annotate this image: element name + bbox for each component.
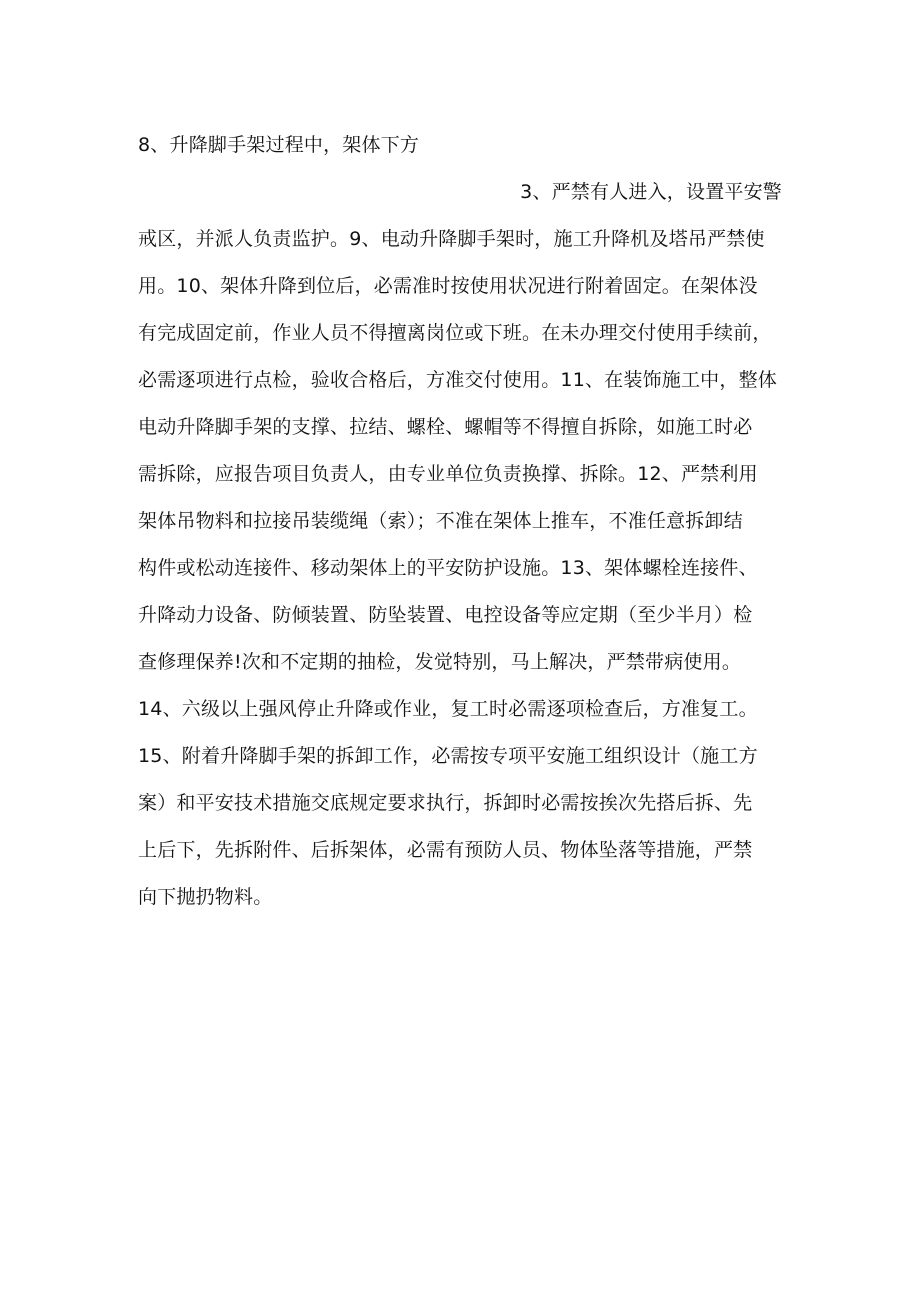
text-line-11: 升降动力设备、防倾装置、防坠装置、电控设备等应定期（至少半月）检 [138,604,753,626]
text-line-10: 构件或松动连接件、移动架体上的平安防护设施。13、架体螺栓连接件、 [138,557,758,579]
text-line-7: 电动升降脚手架的支撑、拉结、螺栓、螺帽等不得擅自拆除，如施工时必 [138,416,753,438]
text-line-8: 需拆除，应报告项目负责人，由专业单位负责换撑、拆除。12、严禁利用 [138,463,758,485]
text-line-12: 查修理保养!次和不定期的抽检，发觉特别，马上解决，严禁带病使用。 [138,651,742,673]
text-line-15: 案）和平安技术措施交底规定要求执行，拆卸时必需按挨次先搭后拆、先 [138,792,753,814]
text-line-4: 用。10、架体升降到位后，必需准时按使用状况进行附着固定。在架体没 [138,275,758,297]
text-line-2: 3、严禁有人进入，设置平安警 [520,181,782,203]
text-line-5: 有完成固定前，作业人员不得擅离岗位或下班。在未办理交付使用手续前， [138,322,772,344]
text-line-3: 戒区，并派人负责监护。9、电动升降脚手架时，施工升降机及塔吊严禁使 [138,228,765,250]
text-line-17: 向下抛扔物料。 [138,886,273,908]
text-line-6: 必需逐项进行点检，验收合格后，方准交付使用。11、在装饰施工中，整体 [138,369,777,391]
text-line-14: 15、附着升降脚手架的拆卸工作，必需按专项平安施工组织设计（施工方 [138,745,758,767]
text-line-9: 架体吊物料和拉接吊装缆绳（索）；不准在架体上推车，不准任意拆卸结 [138,510,743,532]
text-line-1: 8、升降脚手架过程中，架体下方 [138,134,420,156]
text-line-16: 上后下，先拆附件、后拆架体，必需有预防人员、物体坠落等措施，严禁 [138,839,753,861]
text-line-13: 14、六级以上强风停止升降或作业，复工时必需逐项检查后，方准复工。 [138,698,758,720]
